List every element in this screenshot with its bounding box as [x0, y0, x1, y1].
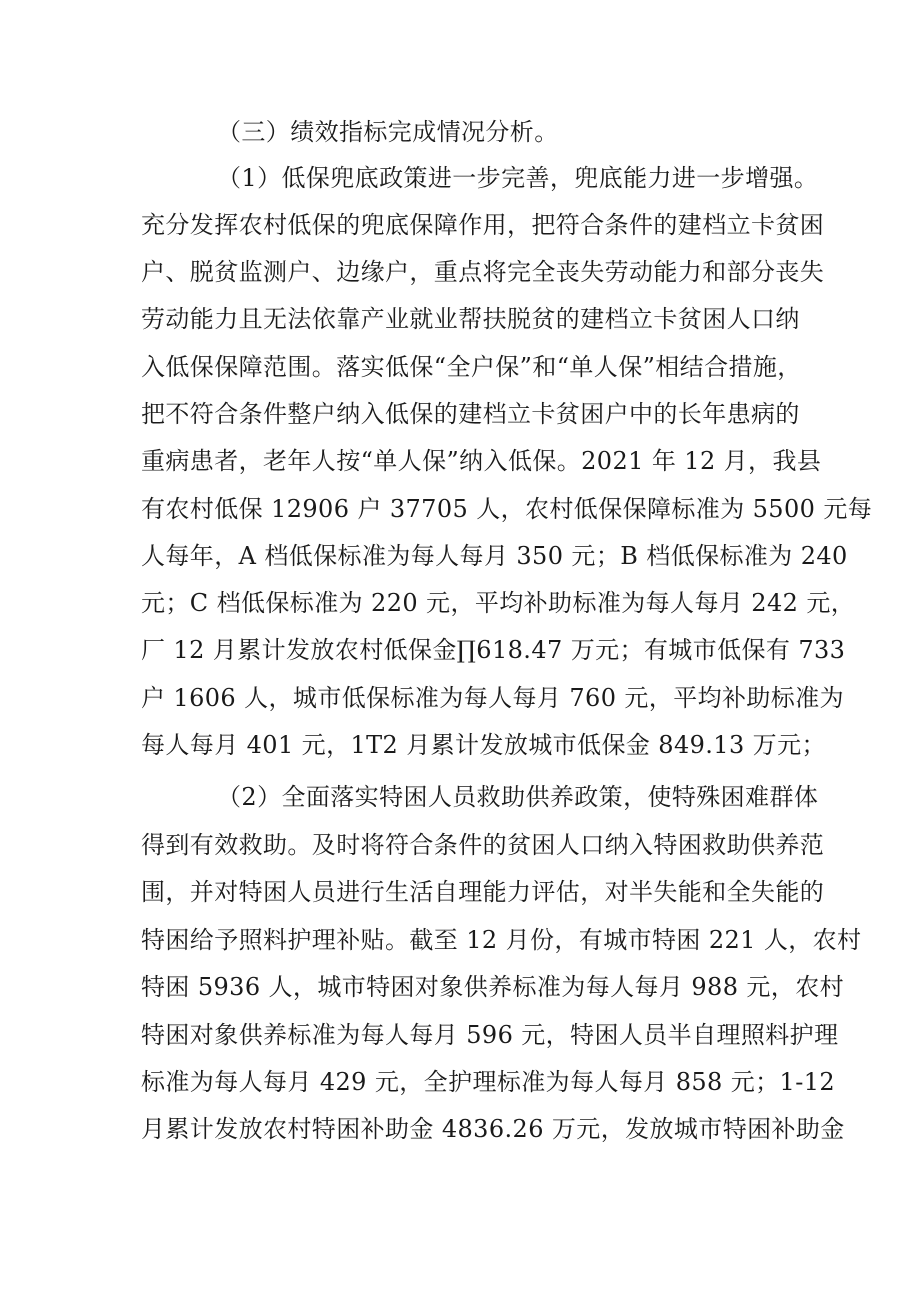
paragraph-2-line-3: 围，并对特困人员进行生活自理能力评估，对半失能和全失能的	[141, 878, 825, 906]
paragraph-2-line-6: 特困对象供养标准为每人每月 596 元，特困人员半自理照料护理	[141, 1021, 839, 1049]
paragraph-1-line-1: （1）低保兜底政策进一步完善，兜底能力进一步增强。	[217, 164, 819, 192]
paragraph-1-line-4: 劳动能力且无法依靠产业就业帮扶脱贫的建档立卡贫困人口纳	[141, 305, 800, 333]
paragraph-2-line-4: 特困给予照料护理补贴。截至 12 月份，有城市特困 221 人，农村	[141, 926, 862, 954]
paragraph-1-line-10: 元；C 档低保标准为 220 元，平均补助标准为每人每月 242 元，	[141, 589, 856, 617]
paragraph-2-line-8: 月累计发放农村特困补助金 4836.26 万元，发放城市特困补助金	[141, 1115, 845, 1143]
paragraph-1-line-7: 重病患者，老年人按“单人保”纳入低保。2021 年 12 月，我县	[141, 447, 822, 475]
paragraph-1-line-6: 把不符合条件整户纳入低保的建档立卡贫困户中的长年患病的	[141, 400, 800, 428]
paragraph-1-line-13: 每人每月 401 元，1T2 月累计发放城市低保金 849.13 万元；	[141, 731, 826, 759]
paragraph-2-line-5: 特困 5936 人，城市特困对象供养标准为每人每月 988 元，农村	[141, 973, 845, 1001]
paragraph-1-line-9: 人每年，A 档低保标准为每人每月 350 元；B 档低保标准为 240	[141, 542, 848, 570]
paragraph-2-line-1: （2）全面落实特困人员救助供养政策，使特殊困难群体	[217, 783, 819, 811]
paragraph-1-line-8: 有农村低保 12906 户 37705 人，农村低保保障标准为 5500 元每	[141, 495, 873, 523]
paragraph-1-line-11: 厂 12 月累计发放农村低保金∏618.47 万元；有城市低保有 733	[141, 636, 846, 664]
paragraph-2-line-2: 得到有效救助。及时将符合条件的贫困人口纳入特困救助供养范	[141, 831, 825, 859]
paragraph-1-line-3: 户、脱贫监测户、边缘户，重点将完全丧失劳动能力和部分丧失	[141, 258, 825, 286]
paragraph-2-line-7: 标准为每人每月 429 元，全护理标准为每人每月 858 元；1-12	[141, 1068, 836, 1096]
paragraph-1-line-12: 户 1606 人，城市低保标准为每人每月 760 元，平均补助标准为	[141, 684, 845, 712]
paragraph-1-line-5: 入低保保障范围。落实低保“全户保”和“单人保”相结合措施，	[141, 353, 802, 381]
section-heading: （三）绩效指标完成情况分析。	[217, 118, 559, 146]
paragraph-1-line-2: 充分发挥农村低保的兜底保障作用，把符合条件的建档立卡贫困	[141, 211, 825, 239]
